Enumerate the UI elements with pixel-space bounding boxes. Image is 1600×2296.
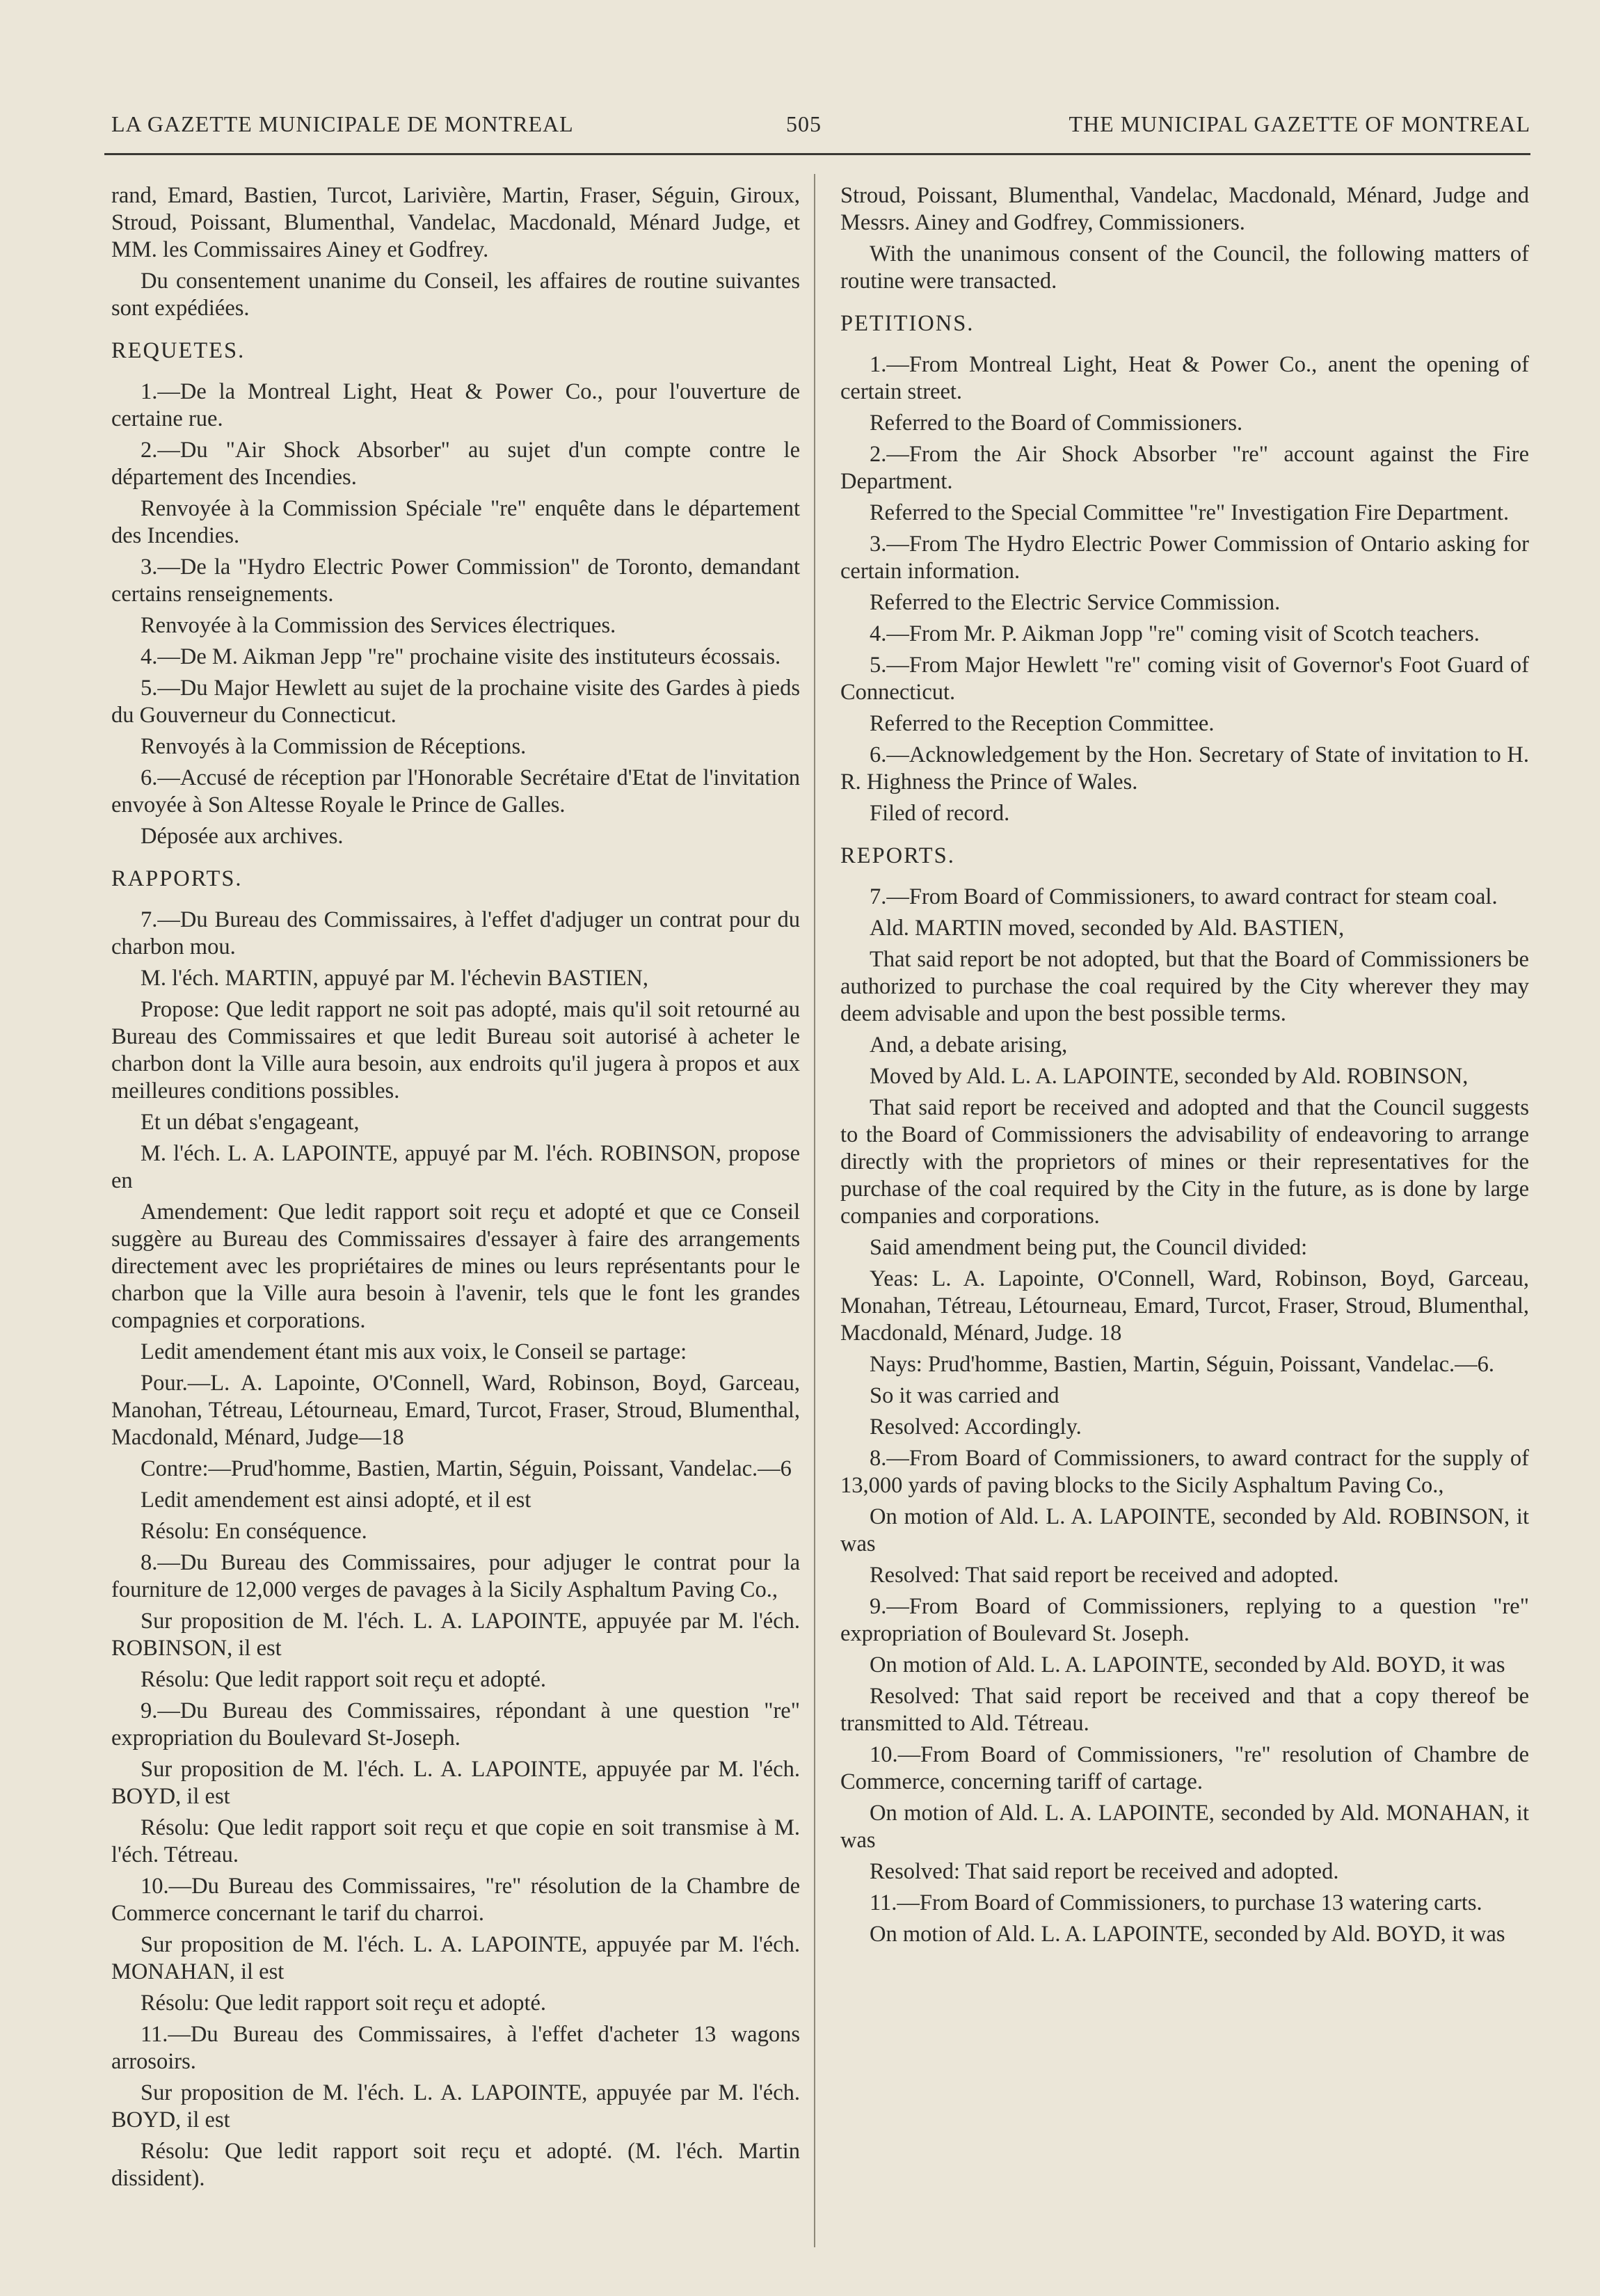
report-9: 9.—From Board of Commissioners, replying to a question "re" expropriation of Boulevard St. Joseph. — [840, 1594, 1529, 1646]
report-8-motion: On motion of Ald. L. A. LAPOINTE, seconded by Ald. ROBINSON, it was — [840, 1504, 1529, 1556]
report-7-vote: Ledit amendement étant mis aux voix, le Conseil se partage: — [141, 1339, 687, 1364]
item-5: 5.—Du Major Hewlett au sujet de la prochaine visite des Gardes à pieds du Gouverneur du Connecticut. — [111, 676, 800, 728]
item-5-referral: Referred to the Reception Committee. — [870, 711, 1215, 736]
item-1: 1.—De la Montreal Light, Heat & Power Co., pour l'ouverture de certaine rue. — [111, 379, 800, 431]
page-number: 505 — [786, 111, 822, 136]
report-10-motion: Sur proposition de M. l'éch. L. A. LAPOINTE, appuyée par M. l'éch. MONAHAN, il est — [111, 1932, 800, 1984]
header-rule — [104, 153, 1530, 155]
report-7-debate: Et un débat s'engageant, — [141, 1110, 360, 1135]
report-11-resolution: Résolu: Que ledit rapport soit reçu et adopté. (M. l'éch. Martin dissident). — [111, 2139, 800, 2191]
report-11: 11.—From Board of Commissioners, to purchase 13 watering carts. — [870, 1890, 1482, 1915]
report-7-carried: So it was carried and — [870, 1383, 1059, 1408]
french-column — [111, 182, 800, 2197]
report-7-mover: M. l'éch. MARTIN, appuyé par M. l'échevin BASTIEN, — [141, 966, 649, 991]
report-10-resolution: Resolved: That said report be received and adopted. — [870, 1859, 1339, 1884]
item-2-referral: Renvoyée à la Commission Spéciale "re" enquête dans le département des Incendies. — [111, 496, 800, 548]
report-7-proposal: That said report be not adopted, but that the Board of Commissioners be authorized to purchase the coal required by the City wherever they may deem advisable and upon the best possible terms. — [840, 947, 1529, 1026]
routine-intro: With the unanimous consent of the Council, the following matters of routine were transacted. — [840, 241, 1529, 294]
report-9-motion: On motion of Ald. L. A. LAPOINTE, seconded by Ald. BOYD, it was — [870, 1652, 1505, 1677]
section-heading-rapports: RAPPORTS. — [111, 866, 243, 891]
item-2: 2.—From the Air Shock Absorber "re" account against the Fire Department. — [840, 442, 1529, 494]
report-11-motion: Sur proposition de M. l'éch. L. A. LAPOINTE, appuyée par M. l'éch. BOYD, il est — [111, 2080, 800, 2132]
report-7: 7.—From Board of Commissioners, to award contract for steam coal. — [870, 884, 1498, 909]
english-title: THE MUNICIPAL GAZETTE OF MONTREAL — [1069, 111, 1530, 136]
report-7-yeas: Yeas: L. A. Lapointe, O'Connell, Ward, Robinson, Boyd, Garceau, Monahan, Tétreau, Létourneau, Emard, Turcot, Fraser, Stroud, Blumenthal, Macdonald, Ménard, Judge. 18 — [840, 1266, 1529, 1346]
report-7-contre: Contre:—Prud'homme, Bastien, Martin, Séguin, Poissant, Vandelac.—6 — [141, 1456, 792, 1481]
report-8: 8.—Du Bureau des Commissaires, pour adjuger le contrat pour la fourniture de 12,000 verges de pavages à la Sicily Asphaltum Paving Co., — [111, 1550, 800, 1602]
report-7-resolution: Resolved: Accordingly. — [870, 1414, 1082, 1440]
item-3: 3.—De la "Hydro Electric Power Commission" de Toronto, demandant certains renseignements. — [111, 555, 800, 607]
report-7-proposal: Propose: Que ledit rapport ne soit pas adopté, mais qu'il soit retourné au Bureau des Commissaires et que ledit Bureau soit autorisé à acheter le charbon dont la Ville aura besoin, aux endroits qu'il jugera à propos et aux meilleures conditions possibles. — [111, 997, 800, 1103]
report-9-resolution: Résolu: Que ledit rapport soit reçu et que copie en soit transmise à M. l'éch. Tétreau. — [111, 1815, 800, 1867]
report-8: 8.—From Board of Commissioners, to award contract for the supply of 13,000 yards of paving blocks to the Sicily Asphaltum Paving Co., — [840, 1446, 1529, 1498]
item-6: 6.—Accusé de réception par l'Honorable Secrétaire d'Etat de l'invitation envoyée à Son Altesse Royale le Prince de Galles. — [111, 765, 800, 818]
english-column — [840, 182, 1529, 1952]
section-heading-reports: REPORTS. — [840, 843, 955, 868]
item-1-referral: Referred to the Board of Commissioners. — [870, 410, 1243, 436]
item-6-referral: Filed of record. — [870, 801, 1010, 826]
report-8-motion: Sur proposition de M. l'éch. L. A. LAPOINTE, appuyée par M. l'éch. ROBINSON, il est — [111, 1609, 800, 1661]
report-8-resolution: Résolu: Que ledit rapport soit reçu et adopté. — [141, 1667, 547, 1692]
report-10-motion: On motion of Ald. L. A. LAPOINTE, seconded by Ald. MONAHAN, it was — [840, 1801, 1529, 1853]
report-7-mover-2: M. l'éch. L. A. LAPOINTE, appuyé par M. l'éch. ROBINSON, propose en — [111, 1141, 800, 1193]
item-5-referral: Renvoyés à la Commission de Réceptions. — [141, 734, 527, 759]
report-10-resolution: Résolu: Que ledit rapport soit reçu et adopté. — [141, 1991, 547, 2016]
report-7-pour: Pour.—L. A. Lapointe, O'Connell, Ward, Robinson, Boyd, Garceau, Manohan, Tétreau, Létourneau, Emard, Turcot, Fraser, Stroud, Blumenthal, Macdonald, Ménard, Judge—18 — [111, 1371, 800, 1450]
report-9-resolution: Resolved: That said report be received and that a copy thereof be transmitted to Ald. Tétreau. — [840, 1684, 1529, 1736]
item-3-referral: Referred to the Electric Service Commission. — [870, 590, 1281, 615]
report-7: 7.—Du Bureau des Commissaires, à l'effet d'adjuger un contrat pour du charbon mou. — [111, 907, 800, 959]
item-6-referral: Déposée aux archives. — [141, 824, 344, 849]
item-4: 4.—De M. Aikman Jepp "re" prochaine visite des instituteurs écossais. — [141, 644, 781, 669]
report-7-nays: Nays: Prud'homme, Bastien, Martin, Séguin, Poissant, Vandelac.—6. — [870, 1352, 1495, 1377]
item-3: 3.—From The Hydro Electric Power Commission of Ontario asking for certain information. — [840, 532, 1529, 584]
report-7-mover: Ald. MARTIN moved, seconded by Ald. BASTIEN, — [870, 916, 1345, 941]
item-5: 5.—From Major Hewlett "re" coming visit of Governor's Foot Guard of Connecticut. — [840, 653, 1529, 705]
french-title: LA GAZETTE MUNICIPALE DE MONTREAL — [111, 111, 574, 136]
report-7-amendment: That said report be received and adopted and that the Council suggests to the Board of Commissioners the advisability of endeavoring to arrange directly with the proprietors of mines or their representatives for the purchase of the coal required by the City in the future, as is done by large companies and corporations. — [840, 1095, 1529, 1229]
item-1: 1.—From Montreal Light, Heat & Power Co., anent the opening of certain street. — [840, 352, 1529, 404]
item-2: 2.—Du "Air Shock Absorber" au sujet d'un compte contre le département des Incendies. — [111, 438, 800, 490]
report-7-resolution: Résolu: En conséquence. — [141, 1519, 367, 1544]
report-7-adopted: Ledit amendement est ainsi adopté, et il est — [141, 1488, 531, 1513]
routine-intro: Du consentement unanime du Conseil, les affaires de routine suivantes sont expédiées. — [111, 269, 800, 321]
attendance-continued: rand, Emard, Bastien, Turcot, Larivière, Martin, Fraser, Séguin, Giroux, Stroud, Poissant, Blumenthal, Vandelac, Macdonald, Ménard Judge, et MM. les Commissaires Ainey et Godfrey. — [111, 183, 800, 262]
report-9-motion: Sur proposition de M. l'éch. L. A. LAPOINTE, appuyée par M. l'éch. BOYD, il est — [111, 1757, 800, 1809]
report-7-mover-2: Moved by Ald. L. A. LAPOINTE, seconded by Ald. ROBINSON, — [870, 1064, 1469, 1089]
report-11-motion: On motion of Ald. L. A. LAPOINTE, seconded by Ald. BOYD, it was — [870, 1922, 1505, 1947]
report-10: 10.—Du Bureau des Commissaires, "re" résolution de la Chambre de Commerce concernant le tarif du charroi. — [111, 1874, 800, 1926]
section-heading-petitions: PETITIONS. — [840, 311, 975, 336]
report-10: 10.—From Board of Commissioners, "re" resolution of Chambre de Commerce, concerning tariff of cartage. — [840, 1742, 1529, 1794]
column-divider — [814, 174, 815, 2247]
section-heading-requetes: REQUETES. — [111, 338, 246, 363]
item-6: 6.—Acknowledgement by the Hon. Secretary of State of invitation to H. R. Highness the Prince of Wales. — [840, 742, 1529, 795]
report-7-amendment: Amendement: Que ledit rapport soit reçu et adopté et que ce Conseil suggère au Bureau des Commissaires d'essayer à faire des arrangements directement avec les propriétaires de mines ou leurs représentants pour le charbon que la Ville aura besoin à l'avenir, tels que le font les grandes compagnies et corporations. — [111, 1199, 800, 1333]
item-4: 4.—From Mr. P. Aikman Jopp "re" coming visit of Scotch teachers. — [870, 621, 1480, 646]
report-7-vote: Said amendment being put, the Council divided: — [870, 1235, 1308, 1260]
report-9: 9.—Du Bureau des Commissaires, répondant à une question "re" expropriation du Boulevard St-Joseph. — [111, 1698, 800, 1751]
item-3-referral: Renvoyée à la Commission des Services électriques. — [141, 613, 616, 638]
report-8-resolution: Resolved: That said report be received and adopted. — [870, 1563, 1339, 1588]
attendance-continued: Stroud, Poissant, Blumenthal, Vandelac, Macdonald, Ménard, Judge and Messrs. Ainey and Godfrey, Commissioners. — [840, 183, 1529, 235]
item-2-referral: Referred to the Special Committee "re" Investigation Fire Department. — [870, 500, 1510, 525]
report-7-debate: And, a debate arising, — [870, 1033, 1068, 1058]
report-11: 11.—Du Bureau des Commissaires, à l'effet d'acheter 13 wagons arrosoirs. — [111, 2022, 800, 2074]
